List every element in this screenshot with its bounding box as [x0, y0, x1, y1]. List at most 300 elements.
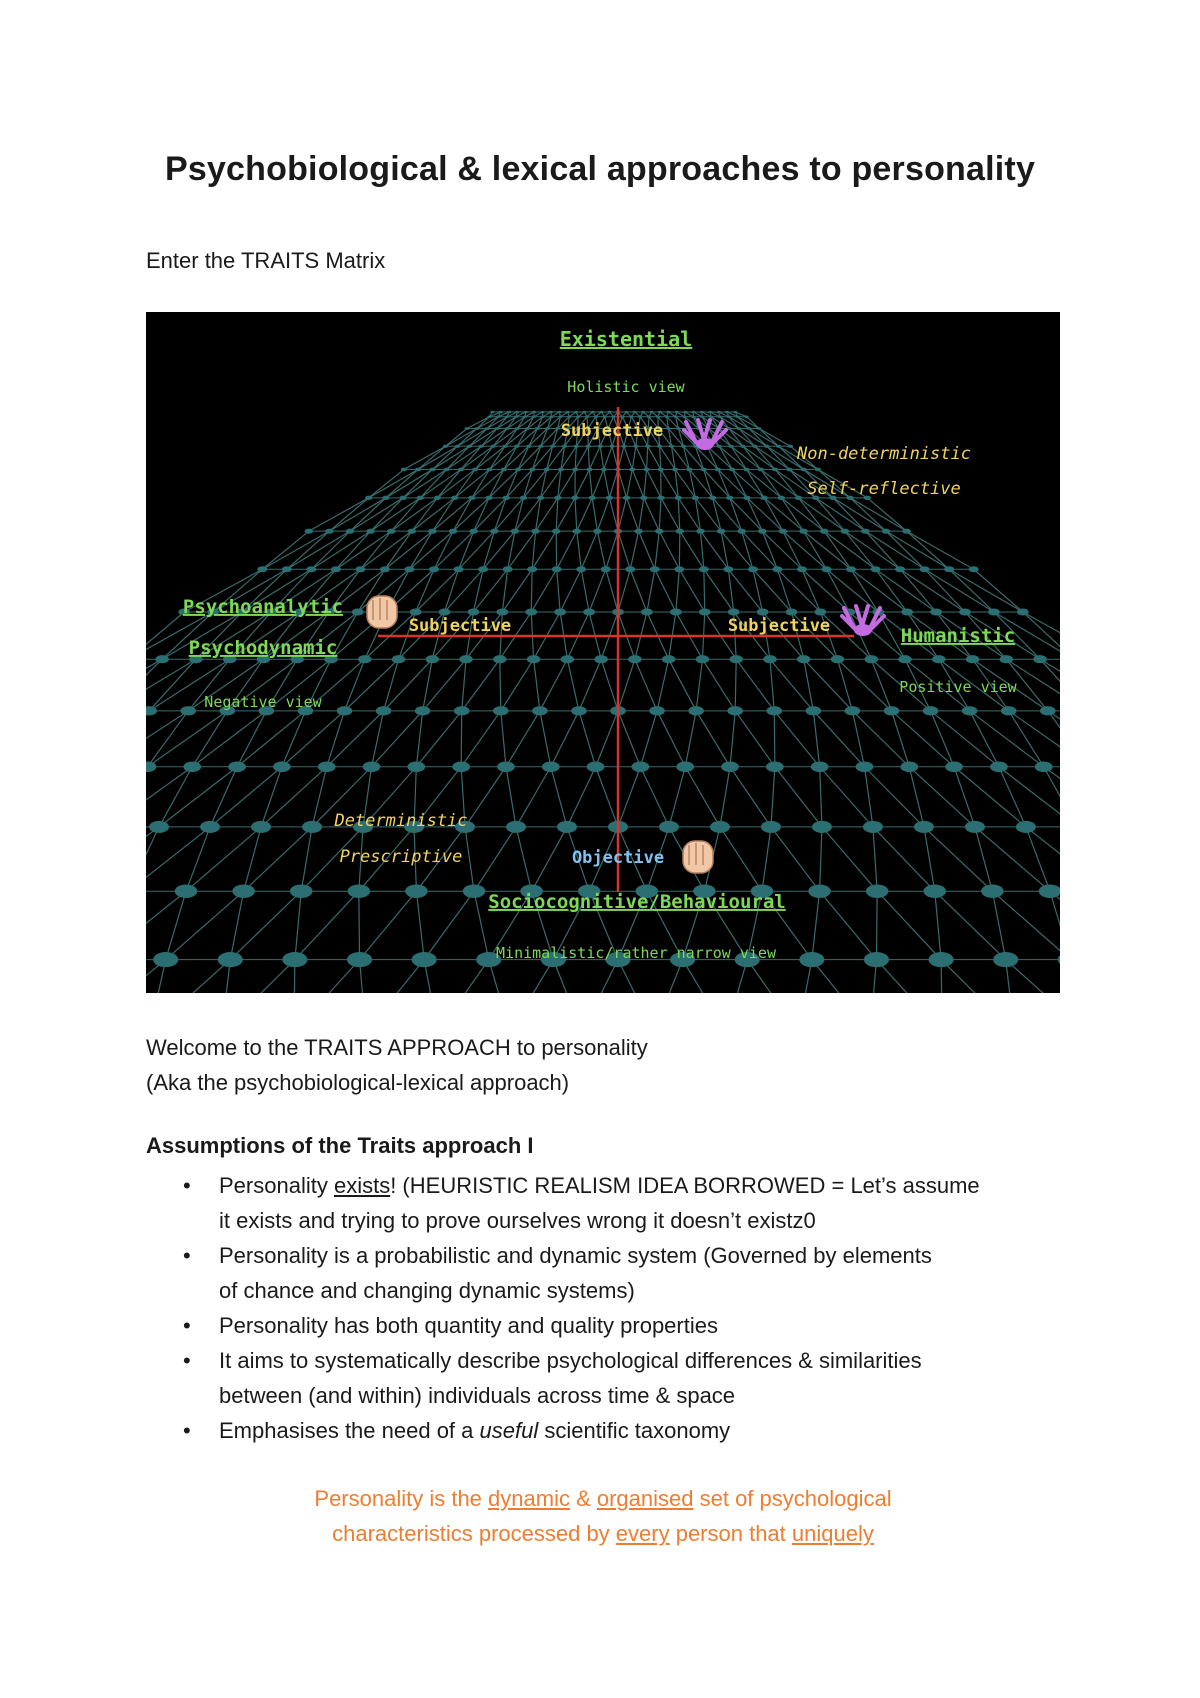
grid-node [290, 884, 313, 898]
grid-node [666, 411, 670, 413]
grid-line [501, 711, 506, 767]
grid-node [845, 706, 861, 715]
grid-line [719, 446, 732, 469]
grid-line [237, 711, 305, 767]
grid-line [577, 498, 592, 531]
grid-node [672, 468, 678, 472]
grid-line [517, 428, 538, 446]
grid-line [647, 446, 648, 469]
grid-node [175, 884, 198, 898]
grid-node [788, 445, 793, 448]
grid-node [515, 411, 519, 413]
grid-line [577, 531, 581, 569]
grid-node [1016, 821, 1036, 833]
grid-line [661, 498, 680, 531]
grid-node [557, 411, 561, 413]
grid-line [597, 531, 605, 569]
grid-line [627, 498, 639, 531]
grid-node [525, 608, 537, 615]
grid-line [639, 531, 655, 569]
grid-node [501, 468, 507, 472]
grid-node [428, 529, 437, 534]
grid-node [900, 761, 918, 772]
label-left-subjective: Subjective [408, 616, 512, 636]
grid-line [647, 569, 655, 612]
grid-node [710, 821, 730, 833]
grid-node [884, 706, 900, 715]
grid-node [200, 821, 220, 833]
grid-node [537, 496, 544, 500]
label-psychodynamic: Psychodynamic [188, 637, 338, 659]
grid-line [604, 469, 610, 497]
grid-node [493, 655, 507, 663]
grid-node [571, 496, 578, 500]
grid-node [365, 496, 372, 500]
grid-line [453, 498, 489, 531]
grid-line [680, 531, 704, 569]
grid-node [493, 706, 509, 715]
grid-line [685, 711, 696, 767]
grid-line [999, 767, 1026, 827]
grid-line [730, 498, 742, 531]
grid-line [416, 891, 424, 959]
grid-line [992, 891, 1060, 959]
grid-node [692, 496, 699, 500]
grid-node [468, 608, 480, 615]
subheading: Enter the TRAITS Matrix [146, 248, 386, 273]
grid-node [376, 706, 392, 715]
grid-line [657, 711, 685, 767]
label-right-subjective: Subjective [727, 616, 831, 636]
grid-node [923, 706, 939, 715]
bullet-5-text: Emphasises the need of a [219, 1418, 480, 1443]
grid-line [736, 659, 774, 711]
grid-node [347, 952, 372, 967]
grid-node [514, 445, 519, 448]
grid-line [720, 827, 762, 891]
grid-line [560, 569, 581, 612]
grid-line [644, 469, 647, 497]
grid-node [662, 655, 676, 663]
grid-node [633, 411, 637, 413]
bullet-1-text: Personality [219, 1173, 334, 1198]
grid-line [1040, 659, 1060, 711]
grid-node [831, 655, 845, 663]
grid-line [700, 531, 703, 569]
grid-line [517, 417, 525, 429]
grid-node [736, 415, 740, 418]
grid-line [579, 659, 601, 711]
grid-node [544, 468, 550, 472]
grid-line [532, 827, 567, 891]
grid-line [822, 827, 877, 891]
grid-node [866, 884, 889, 898]
assumptions-list [146, 1168, 1086, 1448]
grid-node [944, 566, 954, 572]
grid-node [901, 608, 913, 615]
grid-node [589, 496, 596, 500]
grid-line [826, 569, 849, 612]
grid-node [587, 761, 605, 772]
grid-node [463, 884, 486, 898]
grid-node [988, 608, 1000, 615]
grid-line [864, 767, 923, 827]
grid-line [369, 469, 404, 497]
grid-node [392, 655, 406, 663]
grid-line [596, 711, 618, 767]
grid-node [609, 445, 614, 448]
grid-line [592, 498, 597, 531]
grid-line [657, 659, 669, 711]
grid-line [640, 711, 657, 767]
grid-line [146, 612, 184, 659]
grid-node [966, 655, 980, 663]
grid-node [593, 529, 602, 534]
grid-node [153, 952, 178, 967]
grid-line [474, 891, 489, 959]
grid-node [696, 529, 705, 534]
grid-line [746, 469, 764, 497]
grid-node [576, 566, 586, 572]
grid-line [600, 446, 604, 469]
grid-node [514, 415, 518, 418]
grid-line [531, 569, 532, 612]
grid-line [1040, 659, 1060, 711]
grid-line [774, 711, 819, 767]
grid-line [804, 659, 814, 711]
grid-node [408, 529, 417, 534]
grid-line [403, 469, 432, 497]
grid-line [551, 767, 567, 827]
grid-line [851, 569, 907, 612]
grid-node [459, 655, 473, 663]
grid-node [496, 415, 500, 418]
grid-line [762, 531, 802, 569]
grid-line [159, 767, 192, 827]
grid-line [970, 711, 1044, 767]
grid-node [532, 411, 536, 413]
grid-line [504, 446, 517, 469]
grid-line [609, 469, 618, 497]
grid-line [372, 711, 423, 767]
grid-node [657, 445, 662, 448]
grid-node [723, 566, 733, 572]
grid-node [561, 655, 575, 663]
grid-node [576, 415, 580, 418]
grid-node [155, 655, 169, 663]
grid-node [282, 566, 292, 572]
grid-line [434, 531, 453, 569]
grid-line [567, 767, 596, 827]
grid-node [574, 445, 579, 448]
grid-node [676, 427, 681, 430]
grid-node [657, 496, 664, 500]
bullet-2-line-1: Personality is a probabilistic and dynamic system (Governed by elements [219, 1243, 932, 1268]
grid-line [581, 531, 597, 569]
grid-line [624, 446, 632, 469]
grid-node [727, 706, 743, 715]
grid-node [282, 952, 307, 967]
grid-node [251, 821, 271, 833]
grid-node [511, 529, 520, 534]
grid-line [567, 659, 579, 711]
grid-line [146, 767, 147, 827]
grid-line [506, 469, 518, 497]
grid-node [401, 468, 407, 472]
bullet-5-text-rest: scientific taxonomy [538, 1418, 731, 1443]
grid-line [416, 569, 434, 612]
grid-node [439, 608, 451, 615]
grid-line [505, 428, 527, 446]
grid-node [721, 761, 739, 772]
grid-line [659, 531, 679, 569]
grid-node [524, 411, 528, 413]
grid-line [924, 827, 992, 891]
grid-node [434, 496, 441, 500]
grid-node [733, 411, 737, 413]
grid-node [620, 415, 624, 418]
grid-node [452, 761, 470, 772]
grid-node [478, 566, 488, 572]
grid-node [700, 415, 704, 418]
grid-node [699, 566, 709, 572]
grid-node [591, 411, 595, 413]
grid-line [630, 569, 647, 612]
grid-line [730, 767, 771, 827]
grid-node [797, 566, 807, 572]
grid-line [432, 446, 457, 469]
grid-node [469, 529, 478, 534]
grid-node [709, 415, 713, 418]
grid-node [497, 761, 515, 772]
grid-line [416, 711, 461, 767]
grid-line [146, 767, 147, 827]
grid-node [541, 415, 545, 418]
label-deterministic: Deterministic [334, 811, 468, 831]
grid-line [192, 711, 227, 767]
grid-node [503, 566, 513, 572]
grid-line [532, 531, 535, 569]
grid-node [815, 608, 827, 615]
grid-line [474, 827, 516, 891]
grid-node [399, 496, 406, 500]
grid-line [802, 569, 849, 612]
grid-line [287, 531, 330, 569]
grid-line [627, 469, 633, 497]
grid-line [146, 827, 159, 891]
grid-node [726, 496, 733, 500]
grid-node [541, 411, 545, 413]
grid-line [630, 531, 638, 569]
list-item [146, 1168, 1086, 1238]
grid-node [776, 445, 781, 448]
grid-node [363, 761, 381, 772]
grid-node [352, 608, 364, 615]
grid-line [581, 569, 589, 612]
grid-line [1009, 711, 1060, 767]
grid-node [641, 411, 645, 413]
grid-node [458, 468, 464, 472]
grid-node [558, 415, 562, 418]
grid-line [636, 446, 647, 469]
traits-matrix-figure [146, 312, 1060, 993]
grid-line [678, 498, 700, 531]
grid-node [1035, 761, 1053, 772]
grid-line [606, 569, 618, 612]
grid-line [551, 711, 579, 767]
grid-line [730, 498, 763, 531]
grid-node [366, 529, 375, 534]
grid-node [647, 415, 651, 418]
definition-text: & [569, 1486, 597, 1511]
grid-node [583, 608, 595, 615]
grid-node [797, 655, 811, 663]
grid-line [418, 446, 445, 469]
grid-line [282, 711, 306, 767]
grid-node [149, 821, 169, 833]
grid-node [331, 566, 341, 572]
grid-node [443, 445, 448, 448]
grid-node [699, 608, 711, 615]
grid-node [779, 529, 788, 534]
grid-node [304, 529, 313, 534]
grid-node [696, 655, 710, 663]
grid-line [410, 531, 433, 569]
grid-node [674, 415, 678, 418]
grid-node [628, 655, 642, 663]
definition-underlined: uniquely [791, 1521, 874, 1546]
grid-line [534, 659, 540, 711]
grid-node [479, 445, 484, 448]
grid-line [575, 446, 576, 469]
grid-line [783, 531, 827, 569]
grid-node [562, 445, 567, 448]
grid-node [549, 411, 553, 413]
grid-line [494, 498, 506, 531]
grid-node [645, 445, 650, 448]
grid-line [876, 891, 877, 959]
label-holistic-view: Holistic view [567, 378, 685, 396]
grid-line [618, 569, 630, 612]
grid-line [606, 531, 618, 569]
grid-node [718, 415, 722, 418]
grid-node [232, 884, 255, 898]
grid-node [748, 566, 758, 572]
grid-line [826, 569, 878, 612]
grid-line [423, 659, 466, 711]
grid-node [757, 427, 762, 430]
grid-line [632, 446, 636, 469]
grid-node [601, 468, 607, 472]
grid-node [914, 821, 934, 833]
list-item [146, 1238, 1086, 1308]
grid-line [556, 531, 557, 569]
grid-node [586, 468, 592, 472]
grid-line [813, 711, 864, 767]
grid-line [970, 711, 999, 767]
grid-line [679, 569, 704, 612]
grid-line [385, 531, 432, 569]
grid-line [702, 659, 735, 711]
grid-node [965, 821, 985, 833]
grid-node [557, 821, 577, 833]
grid-node [820, 529, 829, 534]
grid-line [501, 659, 534, 711]
grid-line [618, 711, 640, 767]
grid-node [981, 884, 1004, 898]
bullet-1-underlined: exists [333, 1173, 391, 1198]
grid-line [359, 891, 360, 959]
grid-line [909, 767, 924, 827]
grid-line [446, 428, 467, 446]
grid-line [764, 498, 783, 531]
grid-node [629, 415, 633, 418]
grid-line [556, 498, 558, 531]
grid-line [907, 531, 950, 569]
grid-line [295, 891, 301, 959]
grid-line [676, 569, 679, 612]
grid-line [618, 498, 627, 531]
grid-node [415, 468, 421, 472]
grid-node [861, 529, 870, 534]
grid-node [346, 529, 355, 534]
grid-node [558, 468, 564, 472]
grid-line [802, 569, 820, 612]
grid-node [527, 655, 541, 663]
grid-node [454, 566, 464, 572]
grid-line [518, 446, 529, 469]
grid-line [489, 469, 504, 497]
grid-line [704, 569, 705, 612]
grid-node [676, 529, 685, 534]
grid-line [410, 531, 454, 569]
grid-node [1000, 655, 1014, 663]
grid-node [744, 415, 748, 418]
grid-line [647, 469, 661, 497]
grid-node [505, 427, 510, 430]
grid-line [783, 531, 802, 569]
grid-line [820, 891, 877, 959]
bullet-icon: • [183, 1313, 191, 1338]
grid-line [604, 446, 612, 469]
grid-line [735, 659, 736, 711]
grid-node [758, 529, 767, 534]
grid-node [355, 566, 365, 572]
grid-line [935, 891, 1006, 959]
grid-node [846, 566, 856, 572]
label-positive-view: Positive view [899, 678, 1017, 696]
grid-node [649, 706, 665, 715]
definition-underlined: every [615, 1521, 670, 1546]
bullet-4-line-2: between (and within) individuals across time & space [219, 1383, 736, 1408]
grid-line [871, 659, 891, 711]
grid-line [588, 446, 589, 469]
grid-node [737, 427, 742, 430]
grid-node [708, 411, 712, 413]
definition-text: person that [669, 1521, 792, 1546]
grid-line [462, 659, 466, 711]
grid-node [571, 706, 587, 715]
grid-node [601, 566, 611, 572]
grid-line [771, 767, 775, 827]
grid-node [490, 529, 499, 534]
grid-node [454, 706, 470, 715]
grid-line [640, 767, 669, 827]
grid-node [407, 761, 425, 772]
grid-node [444, 468, 450, 472]
grid-node [586, 445, 591, 448]
grid-line [416, 711, 422, 767]
